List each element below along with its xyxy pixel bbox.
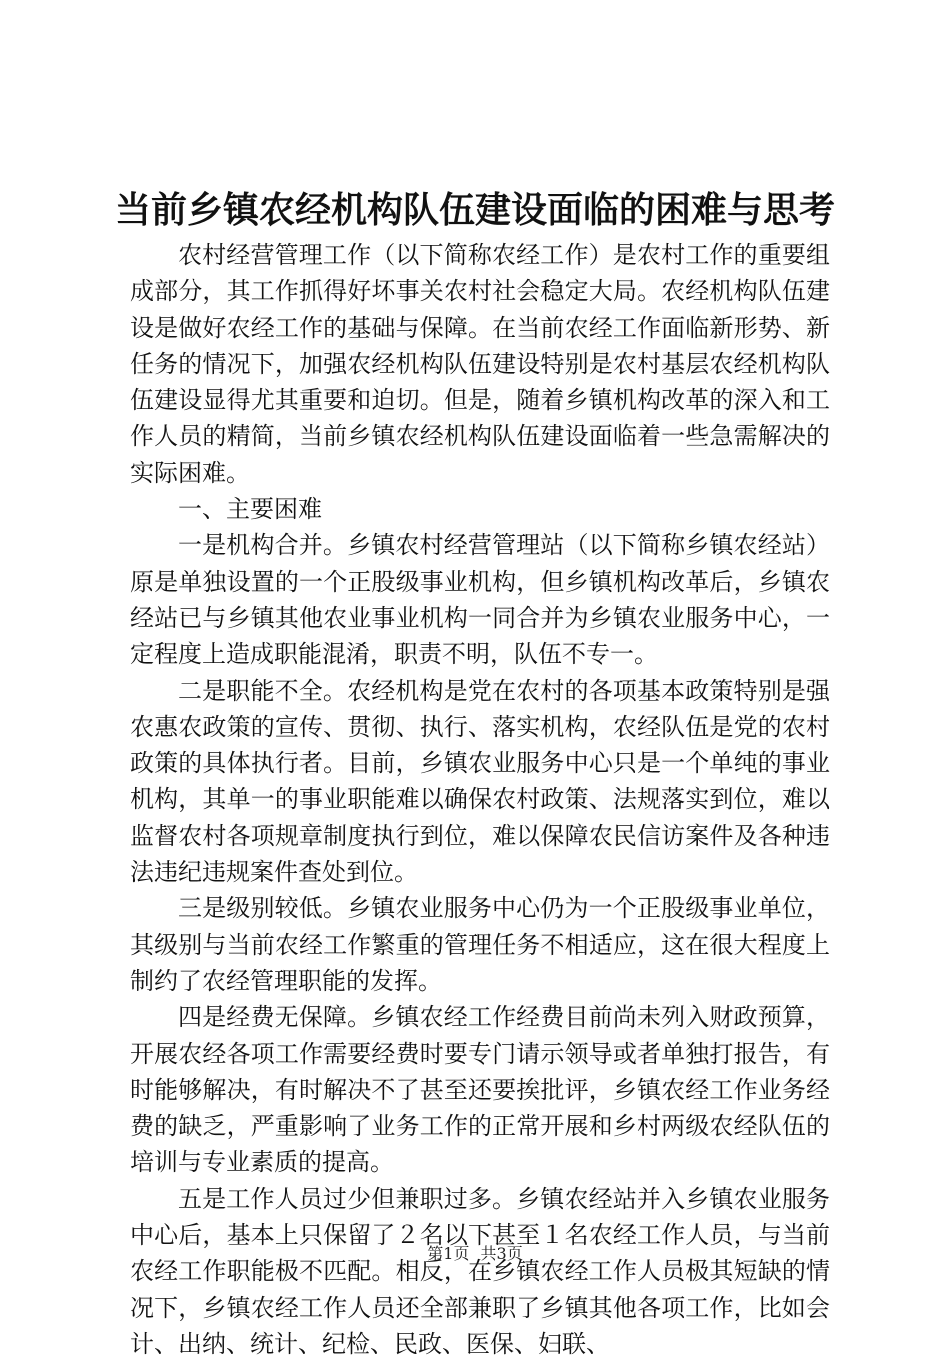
- paragraph-difficulty-3: 三是级别较低。乡镇农业服务中心仍为一个正股级事业单位，其级别与当前农经工作繁重的管理任务不相适应，这在很大程度上制约了农经管理职能的发挥。: [130, 894, 830, 995]
- page-total: 共3页: [480, 1244, 523, 1263]
- document-body: [130, 237, 830, 1362]
- paragraph-difficulty-2: 二是职能不全。农经机构是党在农村的各项基本政策特别是强农惠农政策的宣传、贯彻、执行、落实机构，农经队伍是党的农村政策的具体执行者。目前，乡镇农业服务中心只是一个单纯的事业机构，其单一的事业职能难以确保农村政策、法规落实到位，难以监督农村各项规章制度执行到位，难以保障农民信访案件及各种违法违纪违规案件查处到位。: [130, 676, 830, 887]
- paragraph-difficulty-4: 四是经费无保障。乡镇农经工作经费目前尚未列入财政预算，开展农经各项工作需要经费时要专门请示领导或者单独打报告，有时能够解决，有时解决不了甚至还要挨批评，乡镇农经工作业务经费的缺乏，严重影响了业务工作的正常开展和乡村两级农经队伍的培训与专业素质的提高。: [130, 1003, 830, 1177]
- paragraph-difficulty-5: 五是工作人员过少但兼职过多。乡镇农经站并入乡镇农业服务中心后，基本上只保留了２名以下甚至１名农经工作人员，与当前农经工作职能极不匹配。相反，在乡镇农经工作人员极其短缺的情况下，乡镇农经工作人员还全部兼职了乡镇其他各项工作，比如会计、出纳、统计、纪检、民政、医保、妇联、: [130, 1184, 830, 1358]
- page-footer: [0, 1243, 950, 1265]
- section-heading-main-difficulties: 一、主要困难: [178, 495, 322, 524]
- paragraph-difficulty-1: 一是机构合并。乡镇农村经营管理站（以下简称乡镇农经站）原是单独设置的一个正股级事业机构，但乡镇机构改革后，乡镇农经站已与乡镇其他农业事业机构一同合并为乡镇农业服务中心，一定程度上造成职能混淆，职责不明，队伍不专一。: [130, 531, 830, 669]
- paragraph-intro: 农村经营管理工作（以下简称农经工作）是农村工作的重要组成部分，其工作抓得好坏事关农村社会稳定大局。农经机构队伍建设是做好农经工作的基础与保障。在当前农经工作面临新形势、新任务的情况下，加强农经机构队伍建设特别是农村基层农经机构队伍建设显得尤其重要和迫切。但是，随着乡镇机构改革的深入和工作人员的精简，当前乡镇农经机构队伍建设面临着一些急需解决的实际困难。: [130, 241, 830, 487]
- document-title: 当前乡镇农经机构队伍建设面临的困难与思考: [114, 189, 835, 231]
- page-number: 第1页: [427, 1244, 470, 1263]
